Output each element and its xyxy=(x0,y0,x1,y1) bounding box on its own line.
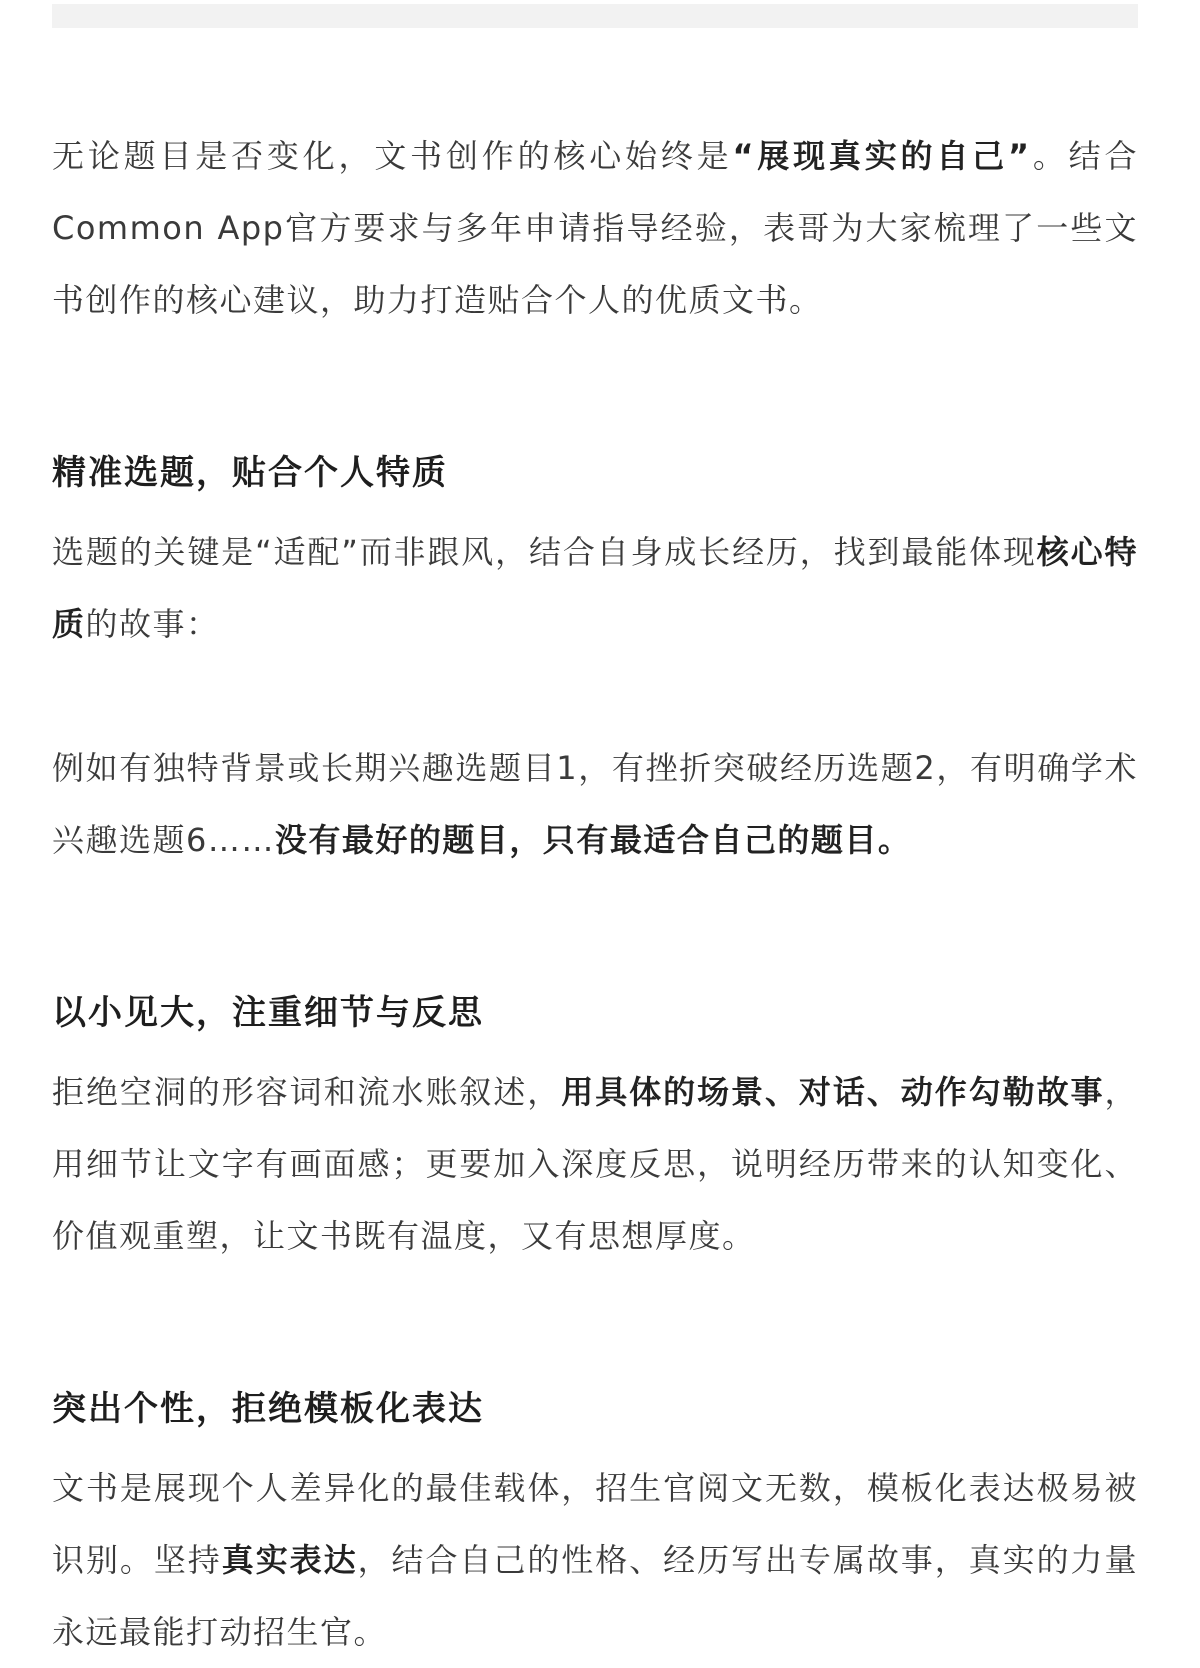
section1-paragraph-2 xyxy=(52,732,1138,876)
section1-text: 选题的关键是“适配”而非跟风，结合自身成长经历，找到最能体现 xyxy=(52,533,1037,571)
section-heading-personality: 突出个性，拒绝模板化表达 xyxy=(52,1389,484,1429)
section1-emphasis: 核心特质 xyxy=(52,533,1138,643)
section-heading-topic-selection: 精准选题，贴合个人特质 xyxy=(52,453,448,493)
intro-text: 无论题目是否变化，文书创作的核心始终是 xyxy=(52,137,733,175)
section2-text-rest: ，用细节让文字有画面感；更要加入深度反思，说明经历带来的认知变化、价值观重塑，让文书既有温度，又有思想厚度。 xyxy=(52,1073,1138,1255)
section2-text: 拒绝空洞的形容词和流水账叙述， xyxy=(52,1073,562,1111)
section3-paragraph xyxy=(52,1452,1138,1668)
section3-text: 文书是展现个人差异化的最佳载体，招生官阅文无数，模板化表达极易被识别。坚持 xyxy=(52,1469,1138,1579)
section1-examples-emphasis: 没有最好的题目，只有最适合自己的题目。 xyxy=(274,821,912,859)
section1-examples-text: 例如有独特背景或长期兴趣选题目1，有挫折突破经历选题2，有明确学术兴趣选题6…… xyxy=(52,749,1138,859)
section1-paragraph-1 xyxy=(52,516,1138,660)
section-heading-details-reflection: 以小见大，注重细节与反思 xyxy=(52,993,484,1033)
intro-emphasis: “展现真实的自己” xyxy=(732,137,1031,175)
section1-text-rest: 的故事： xyxy=(85,605,220,643)
intro-text-rest: 。结合Common App官方要求与多年申请指导经验，表哥为大家梳理了一些文书创作的核心建议，助力打造贴合个人的优质文书。 xyxy=(52,137,1138,319)
top-divider-bar xyxy=(52,4,1138,28)
intro-paragraph xyxy=(52,120,1138,336)
section2-emphasis: 用具体的场景、对话、动作勾勒故事 xyxy=(561,1073,1105,1111)
section3-text-rest: ，结合自己的性格、经历写出专属故事，真实的力量永远最能打动招生官。 xyxy=(52,1541,1138,1651)
section3-emphasis: 真实表达 xyxy=(221,1541,358,1579)
section2-paragraph xyxy=(52,1056,1138,1272)
article-body xyxy=(52,120,1138,1668)
